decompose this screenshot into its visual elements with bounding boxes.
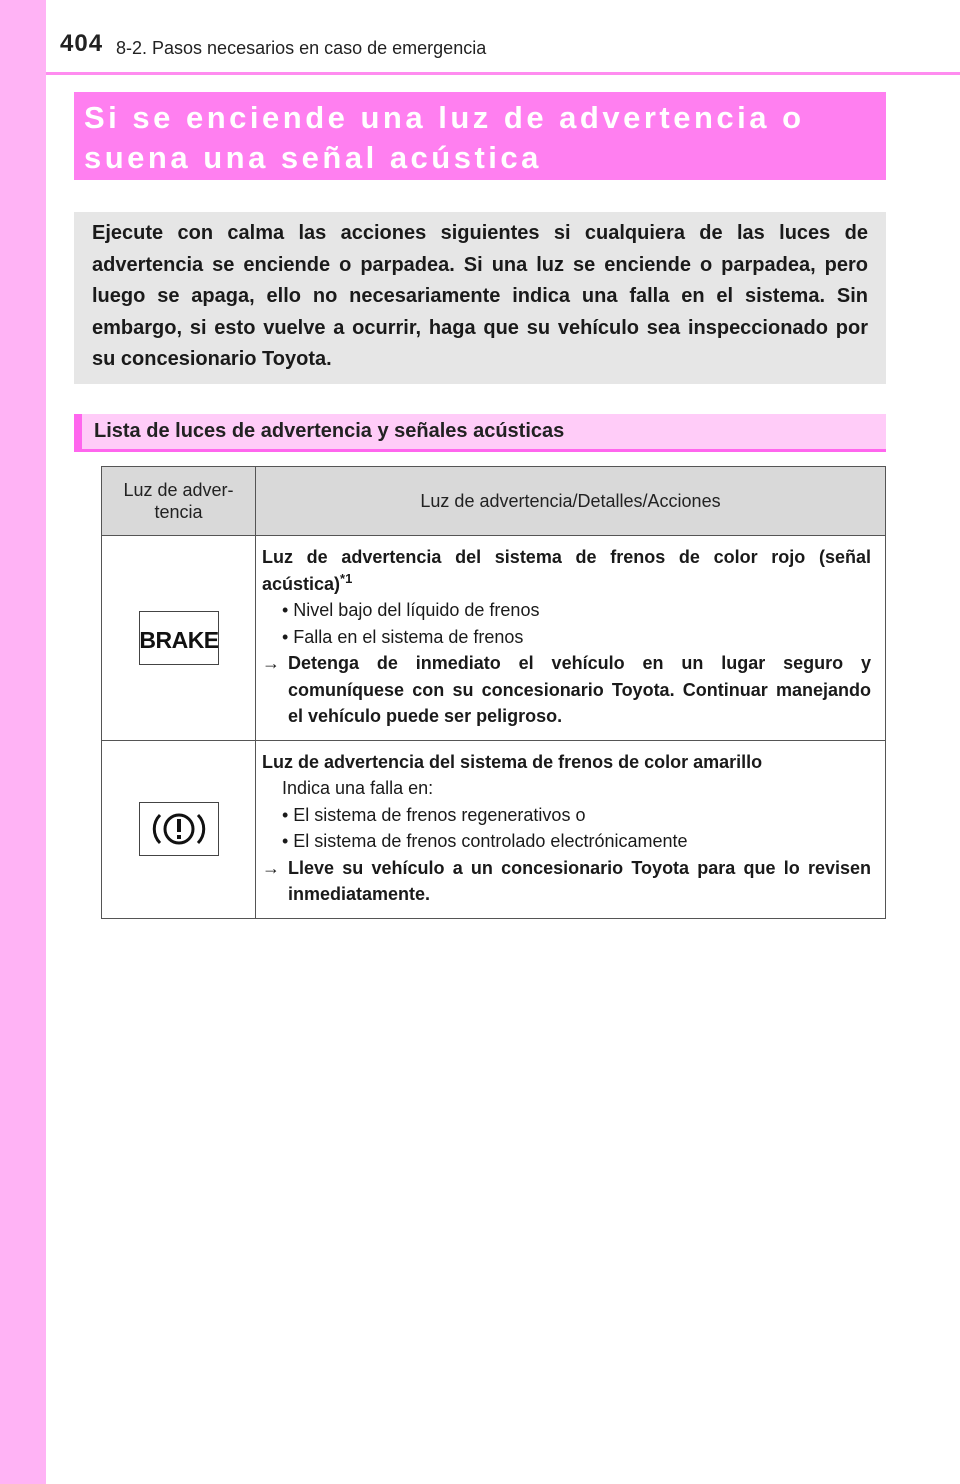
table-row [102,536,886,741]
action-text: Detenga de inmediato el vehículo en un lugar seguro y comuníquese con su concesionario Toyota. Continuar manejando el vehículo puede ser peligroso. [288,653,871,726]
warning-title-text: Luz de advertencia del sistema de frenos de color rojo (señal acústica) [262,547,871,594]
brake-warning-icon [139,611,219,665]
description-cell [256,740,886,918]
description-cell [256,536,886,741]
warning-lights-table [101,466,886,919]
detail-bullet: • El sistema de frenos regenerativos o [282,804,586,825]
warning-title [262,544,871,597]
detail-intro: Indica una falla en: [282,778,434,798]
intro-text: Ejecute con calma las acciones siguientes si cualquiera de las luces de advertencia se enciende o parpadea. Si una luz se enciende o parpadea, pero luego se apaga, ello no necesariamente indica una falla en el sistema. Sin embargo, si esto vuelve a ocurrir, haga que su vehículo sea inspeccionado por su concesionario Toyota. [92,222,868,370]
page-number: 404 [60,30,104,57]
footnote-marker: *1 [340,570,353,586]
icon-cell [102,536,256,741]
title-banner [74,92,886,180]
action-line [262,855,871,908]
header-rule [46,72,960,75]
side-color-strip [0,0,46,1484]
table-row [102,740,886,918]
warning-title: Luz de advertencia del sistema de frenos de color amarillo [262,751,763,772]
section-header: 8-2. Pasos necesarios en caso de emergencia [116,38,487,58]
page-title: Si se enciende una luz de advertencia o suena una señal acústica [84,100,805,175]
arrow-icon: → [262,653,280,673]
sub-header-text: Lista de luces de advertencia y señales acústicas [94,420,565,442]
action-text: Lleve su vehículo a un concesionario Toyota para que lo revisen inmediatamente. [288,857,871,904]
icon-cell [102,740,256,918]
action-line [262,650,871,730]
table-header-row [102,467,886,536]
detail-bullet: • Nivel bajo del líquido de frenos [282,600,540,620]
intro-box [74,212,886,384]
detail-bullet: • El sistema de frenos controlado electrónicamente [282,831,688,851]
brake-icon-text: BRAKE [139,626,218,653]
column-header-details: Luz de advertencia/Detalles/Acciones [256,467,886,536]
detail-bullet: • Falla en el sistema de frenos [282,626,524,647]
arrow-icon: → [262,857,280,878]
sub-header [74,414,886,452]
column-header-light: Luz de adver-tencia [102,467,256,536]
brake-system-exclamation-icon [139,802,219,856]
